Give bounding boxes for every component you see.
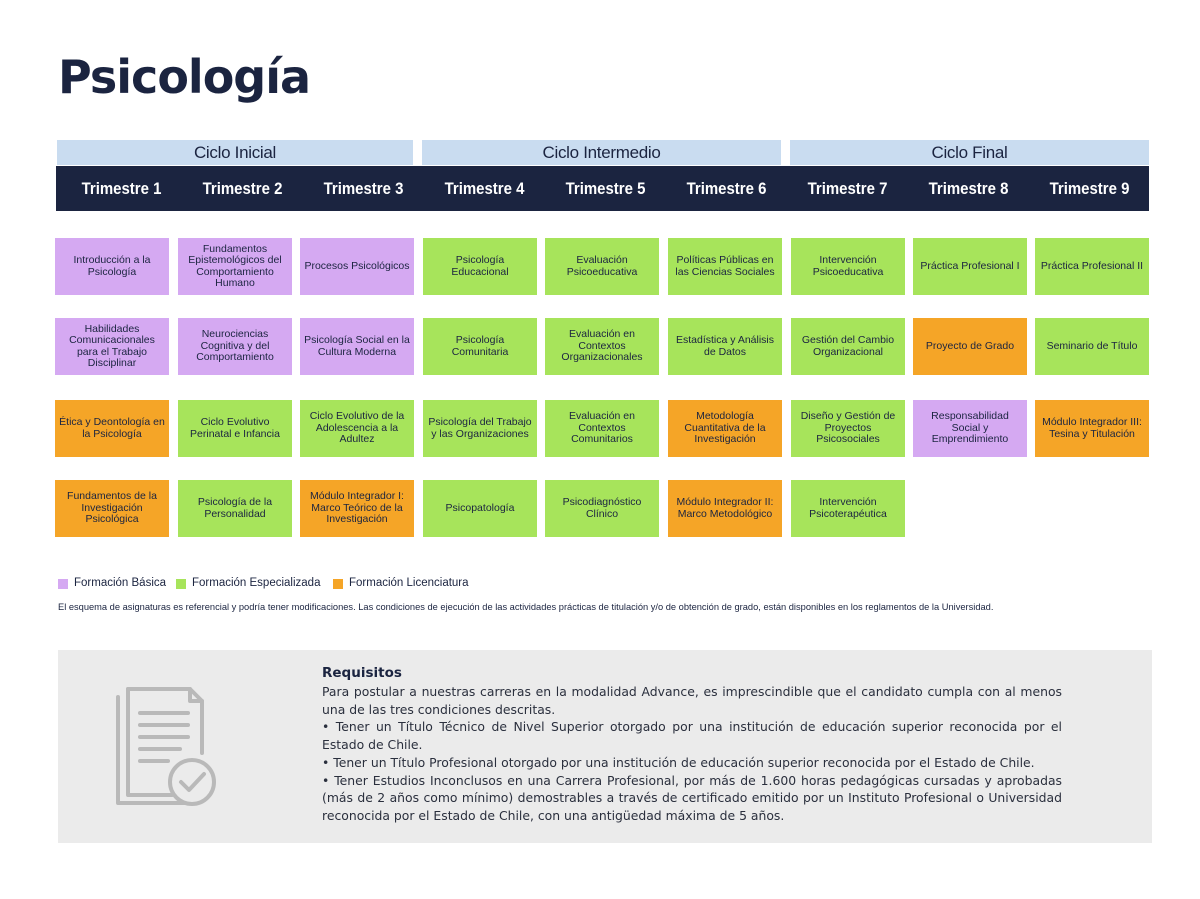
legend-label-specialized: Formación Especializada — [192, 577, 321, 589]
course-card: Diseño y Gestión de Proyectos Psicosociales — [791, 400, 905, 457]
legend-swatch-basic — [58, 579, 68, 589]
course-card: Módulo Integrador I: Marco Teórico de la Investigación — [300, 480, 414, 537]
trimester-header: Trimestre 5 — [565, 178, 646, 198]
course-card: Metodología Cuantitativa de la Investigación — [668, 400, 782, 457]
course-card: Psicodiagnóstico Clínico — [545, 480, 659, 537]
course-card: Neurociencias Cognitiva y del Comportamiento — [178, 318, 292, 375]
course-card: Práctica Profesional I — [913, 238, 1027, 295]
course-card: Evaluación Psicoeducativa — [545, 238, 659, 295]
course-card: Ciclo Evolutivo Perinatal e Infancia — [178, 400, 292, 457]
course-card: Evaluación en Contextos Organizacionales — [545, 318, 659, 375]
cycle-header-final: Ciclo Final — [790, 140, 1149, 165]
course-card: Psicopatología — [423, 480, 537, 537]
course-card: Gestión del Cambio Organizacional — [791, 318, 905, 375]
course-card: Proyecto de Grado — [913, 318, 1027, 375]
course-card: Psicología Social en la Cultura Moderna — [300, 318, 414, 375]
requirement-item: • Tener un Título Técnico de Nivel Superior otorgado por una institución de educación superior reconocida por el Estado de Chile. — [322, 719, 1062, 753]
course-card: Evaluación en Contextos Comunitarios — [545, 400, 659, 457]
trimester-header: Trimestre 6 — [686, 178, 767, 198]
requirements-intro: Para postular a nuestras carreras en la modalidad Advance, es imprescindible que el candidato cumpla con al menos una de las tres condiciones descritas. — [322, 684, 1062, 717]
course-card: Psicología de la Personalidad — [178, 480, 292, 537]
trimester-header: Trimestre 9 — [1049, 178, 1130, 198]
legend-label-basic: Formación Básica — [74, 577, 167, 589]
trimester-header: Trimestre 3 — [323, 178, 404, 198]
course-card: Intervención Psicoeducativa — [791, 238, 905, 295]
trimester-header: Trimestre 7 — [807, 178, 888, 198]
course-card: Seminario de Título — [1035, 318, 1149, 375]
legend-swatch-specialized — [176, 579, 186, 589]
trimester-header: Trimestre 1 — [81, 178, 162, 198]
course-card: Habilidades Comunicacionales para el Trabajo Disciplinar — [55, 318, 169, 375]
trimester-header: Trimestre 2 — [202, 178, 283, 198]
course-card: Fundamentos Epistemológicos del Comportamiento Humano — [178, 238, 292, 295]
course-card: Políticas Públicas en las Ciencias Sociales — [668, 238, 782, 295]
legend-label-licentiate: Formación Licenciatura — [349, 577, 469, 589]
course-card: Psicología Educacional — [423, 238, 537, 295]
course-card: Módulo Integrador III: Tesina y Titulación — [1035, 400, 1149, 457]
legend-swatch-licentiate — [333, 579, 343, 589]
course-card: Intervención Psicoterapéutica — [791, 480, 905, 537]
requirements-title: Requisitos — [322, 665, 402, 681]
course-card: Módulo Integrador II: Marco Metodológico — [668, 480, 782, 537]
course-card: Psicología del Trabajo y las Organizaciones — [423, 400, 537, 457]
course-card: Psicología Comunitaria — [423, 318, 537, 375]
document-check-icon — [110, 685, 220, 810]
course-card: Práctica Profesional II — [1035, 238, 1149, 295]
course-card: Ética y Deontología en la Psicología — [55, 400, 169, 457]
requirements-text — [322, 683, 1062, 825]
requirement-item: • Tener Estudios Inconclusos en una Carrera Profesional, por más de 1.600 horas pedagógicas cursadas y aprobadas (más de 2 años como mínimo) demostrables a través de certificado emitido por un Instituto Profesional o Universidad reconocida por el Estado de Chile, con una antigüedad máxima de 5 años. — [322, 772, 1062, 823]
trimester-header: Trimestre 8 — [928, 178, 1009, 198]
course-card: Responsabilidad Social y Emprendimiento — [913, 400, 1027, 457]
course-card: Introducción a la Psicología — [55, 238, 169, 295]
disclaimer-note: El esquema de asignaturas es referencial y podría tener modificaciones. Las condiciones de ejecución de las actividades prácticas de titulación y/o de obtención de grado, están disponibles en los reglamentos de la Universidad. — [58, 602, 994, 612]
course-card: Estadística y Análisis de Datos — [668, 318, 782, 375]
cycle-header-intermedio: Ciclo Intermedio — [422, 140, 781, 165]
course-card: Fundamentos de la Investigación Psicológica — [55, 480, 169, 537]
course-card: Ciclo Evolutivo de la Adolescencia a la Adultez — [300, 400, 414, 457]
page-title: Psicología — [58, 50, 311, 104]
requirement-item: • Tener un Título Profesional otorgado por una institución de educación superior reconocida por el Estado de Chile. — [322, 754, 1035, 770]
trimester-header: Trimestre 4 — [444, 178, 525, 198]
course-card: Procesos Psicológicos — [300, 238, 414, 295]
cycle-header-inicial: Ciclo Inicial — [57, 140, 413, 165]
